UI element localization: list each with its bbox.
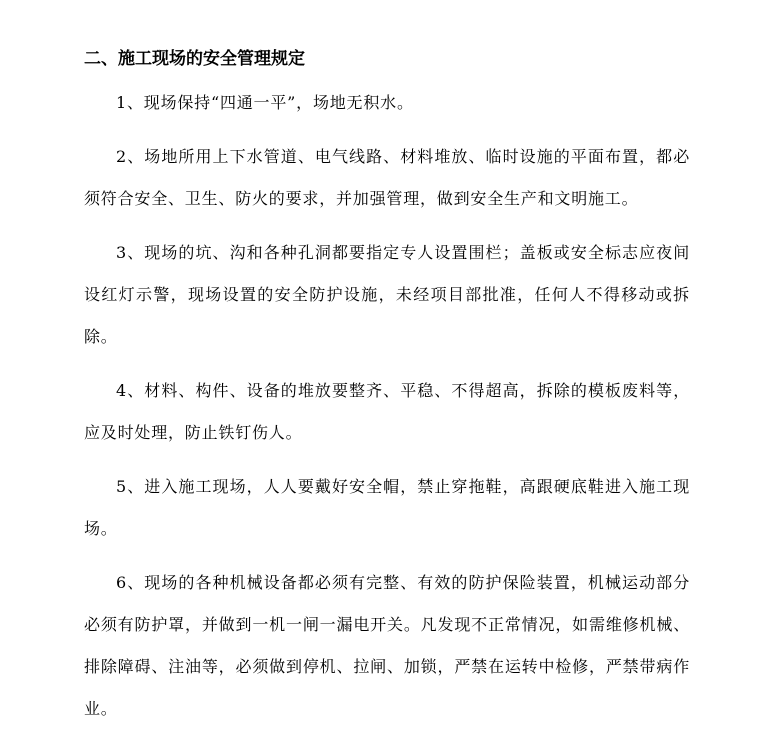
document-body — [84, 44, 690, 730]
rule-paragraph-5: 5、进入施工现场，人人要戴好安全帽，禁止穿拖鞋，高跟硬底鞋进入施工现场。 — [84, 477, 690, 538]
rule-paragraph-4: 4、材料、构件、设备的堆放要整齐、平稳、不得超高，拆除的模板废料等，应及时处理，防止铁钉伤人。 — [84, 381, 690, 442]
rule-paragraph-3: 3、现场的坑、沟和各种孔洞都要指定专人设置围栏；盖板或安全标志应夜间设红灯示警，现场设置的安全防护设施，未经项目部批准，任何人不得移动或拆除。 — [84, 243, 690, 346]
rule-paragraph-1: 1、现场保持“四通一平”，场地无积水。 — [116, 93, 414, 112]
section-heading: 二、施工现场的安全管理规定 — [84, 49, 305, 69]
rule-paragraph-2: 2、场地所用上下水管道、电气线路、材料堆放、临时设施的平面布置，都必须符合安全、卫生、防火的要求，并加强管理，做到安全生产和文明施工。 — [84, 147, 690, 208]
rule-paragraph-6: 6、现场的各种机械设备都必须有完整、有效的防护保险装置，机械运动部分必须有防护罩，并做到一机一闸一漏电开关。凡发现不正常情况，如需维修机械、排除障碍、注油等，必须做到停机、拉闸、加锁，严禁在运转中检修，严禁带病作业。 — [84, 573, 690, 718]
